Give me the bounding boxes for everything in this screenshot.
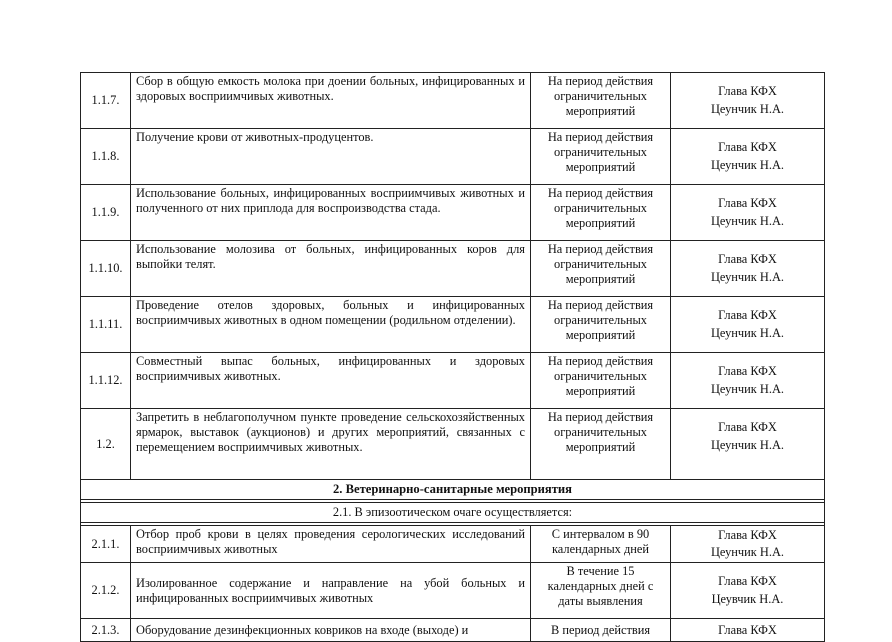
measure-text: Совместный выпас больных, инфицированных и здоровых восприимчивых животных. (131, 353, 531, 409)
responsible-line: Цеунчик Н.А. (710, 545, 785, 559)
period-cell (531, 297, 671, 353)
period-line: календарных дней с (547, 579, 654, 593)
period-line: календарных дней (551, 542, 650, 556)
table-row (81, 353, 825, 409)
period-line: мероприятий (565, 384, 636, 398)
measure-text: Изолированное содержание и направление на убой больных и инфицированных восприимчивых животных (131, 563, 531, 619)
period-line: мероприятий (565, 328, 636, 342)
period-line: На период действия (547, 242, 654, 256)
table-row (81, 526, 825, 563)
table-row (81, 297, 825, 353)
period-cell (531, 73, 671, 129)
period-line: На период действия (547, 130, 654, 144)
row-number: 1.1.8. (81, 129, 131, 185)
period-line: На период действия (547, 298, 654, 312)
responsible-line: Глава КФХ (718, 528, 777, 542)
responsible-line: Глава КФХ (718, 364, 777, 378)
measure-text: Проведение отелов здоровых, больных и инфицированных восприимчивых животных в одном помещении (родильном отделении). (131, 297, 531, 353)
responsible-cell (671, 409, 825, 480)
responsible-line: Глава КФХ (718, 140, 777, 154)
period-line: мероприятий (565, 272, 636, 286)
table-row (81, 185, 825, 241)
period-line: ограничительных (554, 257, 647, 271)
responsible-line: Цеунчик Н.А. (710, 158, 785, 172)
period-line: На период действия (547, 410, 654, 424)
row-number: 1.1.9. (81, 185, 131, 241)
measure-text: Получение крови от животных-продуцентов. (131, 129, 531, 185)
table-row (81, 409, 825, 480)
responsible-line: Цеунчик Н.А. (710, 214, 785, 228)
row-number: 1.1.10. (81, 241, 131, 297)
period-line: На период действия (547, 186, 654, 200)
responsible-cell (671, 526, 825, 563)
responsible-cell (671, 73, 825, 129)
row-number: 1.1.12. (81, 353, 131, 409)
responsible-cell (671, 619, 825, 642)
period-cell (531, 409, 671, 480)
period-cell (531, 619, 671, 642)
period-line: мероприятий (565, 216, 636, 230)
period-line: мероприятий (565, 160, 636, 174)
section-title: 2. Ветеринарно-санитарные мероприятия (81, 480, 825, 500)
period-line: ограничительных (554, 369, 647, 383)
period-line: На период действия (547, 74, 654, 88)
row-number: 1.1.11. (81, 297, 131, 353)
period-cell (531, 129, 671, 185)
measure-text: Использование больных, инфицированных восприимчивых животных и полученного от них приплода для воспроизводства стада. (131, 185, 531, 241)
table-row (81, 619, 825, 642)
row-number: 2.1.1. (81, 526, 131, 563)
responsible-cell (671, 185, 825, 241)
period-cell (531, 353, 671, 409)
row-number: 1.1.7. (81, 73, 131, 129)
period-line: На период действия (547, 354, 654, 368)
period-line: С интервалом в 90 (551, 527, 650, 541)
responsible-line: Глава КФХ (718, 574, 777, 588)
measure-text: Запретить в неблагополучном пункте проведение сельскохозяйственных ярмарок, выставок (аукционов) и других мероприятий, связанных с перемещением восприимчивых животных. (131, 409, 531, 480)
responsible-line: Глава КФХ (718, 196, 777, 210)
responsible-cell (671, 563, 825, 619)
period-cell (531, 563, 671, 619)
measure-text: Оборудование дезинфекционных ковриков на входе (выходе) и (131, 619, 531, 642)
period-line: В период действия (550, 622, 651, 637)
period-cell (531, 526, 671, 563)
responsible-line: Глава КФХ (718, 252, 777, 266)
measure-text: Сбор в общую емкость молока при доении больных, инфицированных и здоровых восприимчивых животных. (131, 73, 531, 129)
period-line: ограничительных (554, 89, 647, 103)
responsible-cell (671, 129, 825, 185)
period-line: ограничительных (554, 313, 647, 327)
responsible-line: Цеунчик Н.А. (710, 438, 785, 452)
table-row (81, 563, 825, 619)
table-row (81, 73, 825, 129)
period-line: мероприятий (565, 104, 636, 118)
responsible-cell (671, 353, 825, 409)
row-number: 2.1.2. (81, 563, 131, 619)
responsible-cell (671, 241, 825, 297)
period-cell (531, 241, 671, 297)
responsible-line: Цеунчик Н.А. (710, 382, 785, 396)
responsible-line: Глава КФХ (718, 308, 777, 322)
responsible-cell (671, 297, 825, 353)
period-line: ограничительных (554, 201, 647, 215)
responsible-line: Глава КФХ (718, 84, 777, 98)
period-line: даты выявления (558, 594, 643, 608)
table-row (81, 241, 825, 297)
section-row (81, 480, 825, 500)
period-line: ограничительных (554, 425, 647, 439)
responsible-line: Цеунчик Н.А. (710, 102, 785, 116)
measure-text: Использование молозива от больных, инфицированных коров для выпойки телят. (131, 241, 531, 297)
period-line: ограничительных (554, 145, 647, 159)
period-cell (531, 185, 671, 241)
subsection-title: 2.1. В эпизоотическом очаге осуществляется: (81, 503, 825, 523)
period-line: В течение 15 (566, 564, 635, 578)
responsible-line: Глава КФХ (718, 420, 777, 434)
subsection-row (81, 503, 825, 523)
responsible-line: Глава КФХ (718, 623, 777, 637)
row-number: 2.1.3. (81, 619, 131, 642)
row-number: 1.2. (81, 409, 131, 480)
measure-text: Отбор проб крови в целях проведения серологических исследований восприимчивых животных (131, 526, 531, 563)
responsible-line: Цеунчик Н.А. (710, 326, 785, 340)
period-line: мероприятий (565, 440, 636, 454)
table-row (81, 129, 825, 185)
responsible-line: Цеунчик Н.А. (710, 270, 785, 284)
responsible-line: Цеувчик Н.А. (711, 592, 784, 606)
measures-table (80, 72, 825, 642)
